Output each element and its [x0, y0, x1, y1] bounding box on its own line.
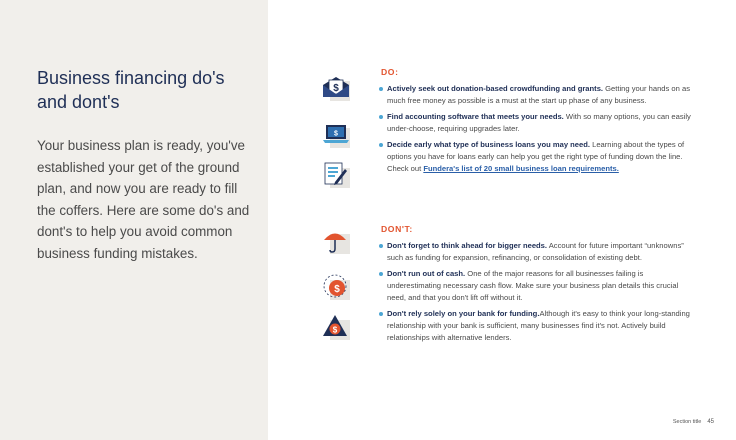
item-bold: Don't rely solely on your bank for funding.	[387, 309, 540, 318]
item-text: Learning about the types of options you have for loans early can help you get the right type of funding down the line. Check out	[387, 140, 685, 173]
envelope-dollar-icon	[321, 73, 351, 103]
section-title-label: Section title	[672, 419, 702, 425]
list-item	[377, 139, 695, 175]
item-text: Getting your hands on as much free money as possible is a must at the start up phase of any business.	[387, 84, 690, 105]
svg-text:$: $	[332, 325, 338, 335]
item-bold: Actively seek out donation-based crowdfunding and grants.	[387, 84, 604, 93]
list-item	[377, 308, 695, 344]
item-bold: Don't run out of cash.	[387, 269, 466, 278]
dont-heading: DON'T:	[381, 224, 413, 234]
list-item	[377, 240, 695, 264]
svg-text:$: $	[334, 284, 340, 295]
do-list	[377, 83, 695, 179]
bullet-dot	[379, 115, 383, 119]
item-text: With so many options, you can easily under-choose, requiring upgrades later.	[387, 112, 691, 133]
svg-text:$: $	[334, 130, 338, 138]
dont-list	[377, 240, 695, 348]
warning-dollar-icon	[321, 312, 351, 342]
item-bold: Don't forget to think ahead for bigger needs.	[387, 241, 548, 250]
list-item	[377, 268, 695, 304]
item-bold: Find accounting software that meets your needs.	[387, 112, 564, 121]
bullet-dot	[379, 143, 383, 147]
list-item	[377, 83, 695, 107]
page-number: 45	[707, 419, 714, 425]
bullet-dot	[379, 244, 383, 248]
do-heading: DO:	[381, 67, 399, 77]
list-item	[377, 111, 695, 135]
page-footer	[673, 419, 714, 425]
bullet-dot	[379, 272, 383, 276]
laptop-dollar-icon	[321, 120, 351, 150]
left-panel	[0, 0, 268, 440]
svg-text:$: $	[333, 83, 339, 94]
item-bold: Decide early what type of business loans you may need.	[387, 140, 590, 149]
dollar-coin-icon	[321, 272, 351, 302]
bullet-dot	[379, 87, 383, 91]
page-title: Business financing do's and dont's	[37, 68, 225, 112]
fundera-loan-requirements-link[interactable]: Fundera's list of 20 small business loan requirements.	[423, 164, 619, 173]
umbrella-icon	[321, 226, 351, 256]
item-text: One of the major reasons for all businesses failing is underestimating necessary cash flow. Make sure your business plan details this crucial need, and that you don't lift off without it.	[387, 269, 679, 302]
intro-paragraph: Your business plan is ready, you've established your get of the ground plan, and now you are ready to fill the coffers. Here are some do's and dont's to help you avoid common business funding mistakes.	[37, 138, 250, 261]
item-text: Account for future important “unknowns” such as funding for expansion, refinancing, or consolidation of existing debt.	[387, 241, 684, 262]
document-pen-icon	[321, 160, 351, 190]
bullet-dot	[379, 312, 383, 316]
item-text: Although it's easy to think your long-standing relationship with your bank is sufficient, many businesses find it's not. Actively build relationships with alternative lenders.	[387, 309, 690, 342]
